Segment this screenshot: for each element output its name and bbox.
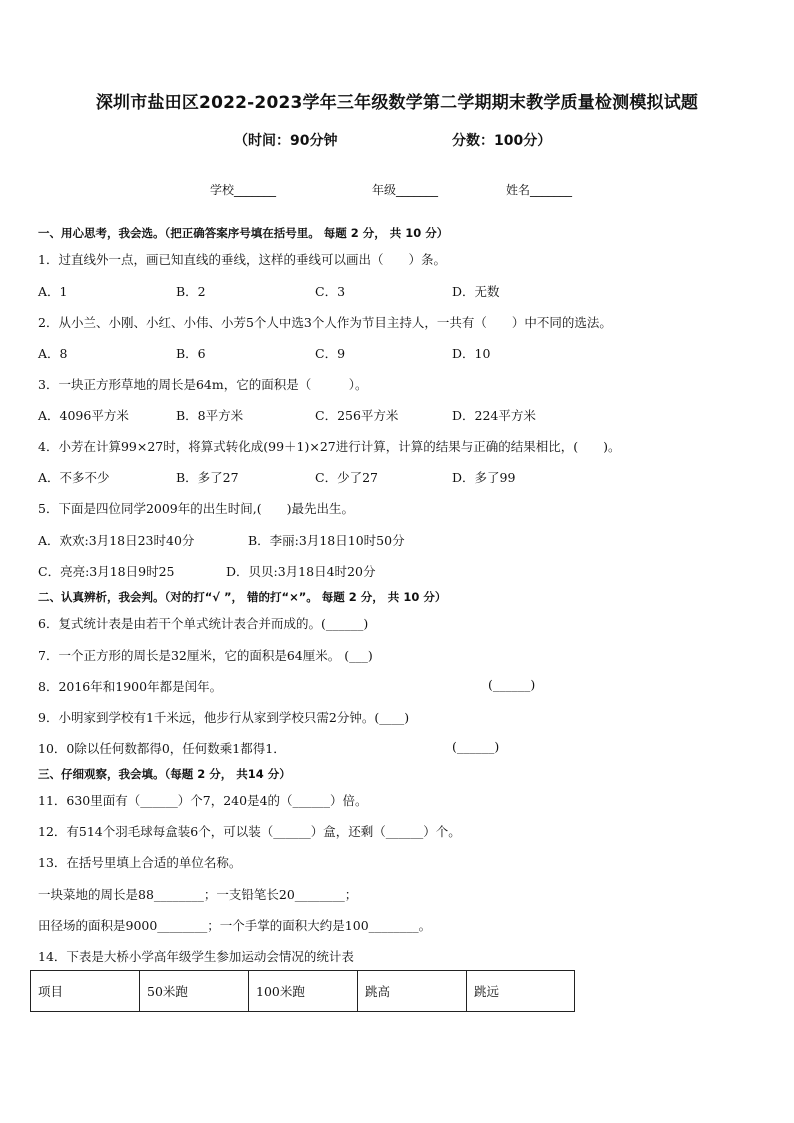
q1-option-a: A．1 [38,284,68,299]
name-field: 姓名_______ [506,183,573,197]
q10-answer-blank: (______) [452,739,500,754]
section-1-heading: 一、用心思考，我会选。（把正确答案序号填在括号里。 每题 2 分， 共 10 分） [38,226,449,240]
question-3: 3．一块正方形草地的周长是64m，它的面积是（ ）。 [38,377,368,392]
table-header-row [31,971,575,1012]
q3-option-a: A．4096平方米 [38,408,129,423]
table-header-cell: 跳高 [358,971,467,1012]
exam-time: （时间：90分钟 [234,133,338,149]
q2-option-b: B．6 [176,346,206,361]
question-13: 13．在括号里填上合适的单位名称。 [38,855,242,870]
table-header-cell: 100米跑 [249,971,358,1012]
q13-line-2: 田径场的面积是9000________；一个手掌的面积大约是100________。 [38,918,432,933]
q3-option-b: B．8平方米 [176,408,244,423]
exam-score: 分数：100分） [452,133,552,149]
q4-option-a: A．不多不少 [38,470,110,485]
q3-option-d: D．224平方米 [452,408,536,423]
question-7: 7．一个正方形的周长是32厘米，它的面积是64厘米。 (___) [38,648,373,663]
question-10: 10．0除以任何数都得0，任何数乘1都得1． [38,741,286,756]
q2-option-a: A．8 [38,346,68,361]
q2-option-d: D．10 [452,346,491,361]
school-field: 学校_______ [210,183,277,197]
q5-option-c: C．亮亮:3月18日9时25 [38,564,175,579]
q8-answer-blank: (______) [488,677,536,692]
q1-option-b: B．2 [176,284,206,299]
table-header-cell: 项目 [31,971,140,1012]
question-5: 5．下面是四位同学2009年的出生时间,( )最先出生。 [38,501,354,516]
table-header-cell: 50米跑 [140,971,249,1012]
q5-option-b: B．李丽:3月18日10时50分 [248,533,405,548]
question-1: 1．过直线外一点，画已知直线的垂线，这样的垂线可以画出（ ）条。 [38,252,446,267]
question-12: 12．有514个羽毛球每盒装6个，可以装（______）盒，还剩（______）个。 [38,824,461,839]
q5-option-a: A．欢欢:3月18日23时40分 [38,533,195,548]
page-title: 深圳市盐田区2022-2023学年三年级数学第二学期期末教学质量检测模拟试题 [95,93,699,113]
q1-option-d: D．无数 [452,284,500,299]
question-8: 8．2016年和1900年都是闰年。 [38,679,223,694]
q4-option-d: D．多了99 [452,470,516,485]
grade-field: 年级_______ [372,183,439,197]
question-2: 2．从小兰、小刚、小红、小伟、小芳5个人中选3个人作为节目主持人，一共有（ ）中不同的选法。 [38,315,612,330]
q4-option-b: B．多了27 [176,470,239,485]
section-3-heading: 三、仔细观察，我会填。（每题 2 分， 共14 分） [38,767,291,781]
question-4: 4．小芳在计算99×27时，将算式转化成(99＋1)×27进行计算，计算的结果与正确的结果相比，( )。 [38,439,621,454]
q1-option-c: C．3 [315,284,346,299]
question-6: 6．复式统计表是由若干个单式统计表合并而成的。(______) [38,616,369,631]
table-header-cell: 跳远 [467,971,575,1012]
q5-option-d: D．贝贝:3月18日4时20分 [226,564,376,579]
q13-line-1: 一块菜地的周长是88________；一支铅笔长20________； [38,887,358,902]
question-9: 9．小明家到学校有1千米远，他步行从家到学校只需2分钟。(____) [38,710,410,725]
q4-option-c: C．少了27 [315,470,378,485]
question-11: 11．630里面有（______）个7，240是4的（______）倍。 [38,793,368,808]
question-14: 14．下表是大桥小学高年级学生参加运动会情况的统计表 [38,949,354,964]
sports-stat-table [30,970,575,1012]
q3-option-c: C．256平方米 [315,408,399,423]
section-2-heading: 二、认真辨析，我会判。（对的打“√ ”， 错的打“×”。 每题 2 分， 共 10 分） [38,590,447,604]
q2-option-c: C．9 [315,346,346,361]
